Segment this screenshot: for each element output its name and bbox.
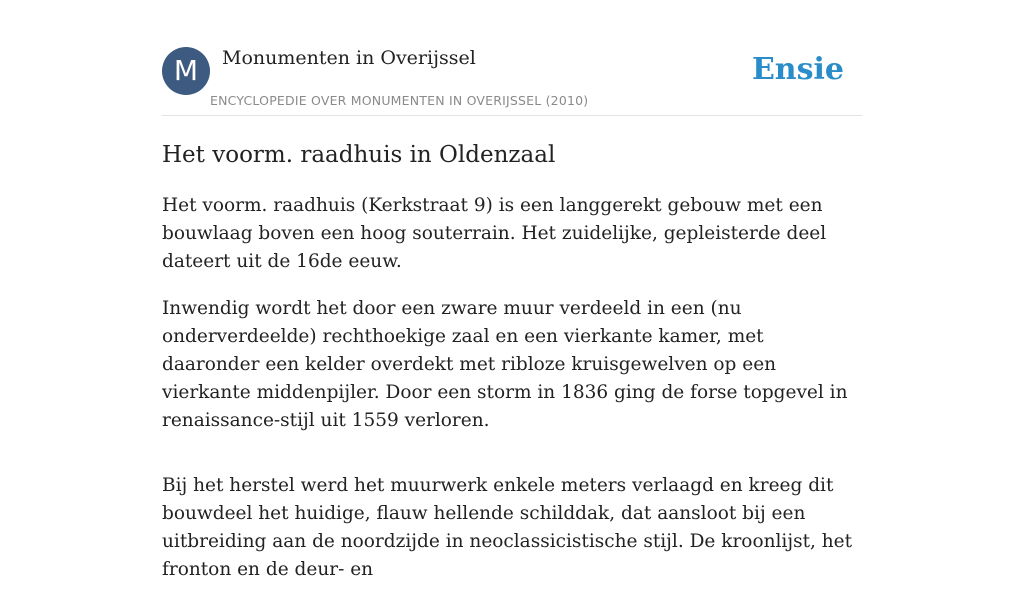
article-paragraph: Inwendig wordt het door een zware muur verdeeld in een (nu onderverdeelde) rechthoekige zaal en een vierkante kamer, met daaronder een kelder overdekt met ribloze kruisgewelven op een vierkante middenpijler. Door een storm in 1836 ging de forse topgevel in renaissance-stijl uit 1559 verloren. — [162, 298, 848, 431]
article-paragraph: Het voorm. raadhuis (Kerkstraat 9) is een langgerekt gebouw met een bouwlaag boven een hoog souterrain. Het zuidelijke, gepleisterde deel dateert uit de 16de eeuw. — [162, 195, 827, 272]
source-avatar[interactable]: M — [162, 47, 210, 95]
header-divider — [162, 115, 862, 116]
article-title: Het voorm. raadhuis in Oldenzaal — [162, 142, 556, 168]
article-body — [162, 192, 862, 603]
ensie-logo[interactable]: Ensie — [751, 52, 844, 87]
source-title[interactable]: Monumenten in Overijssel — [222, 47, 476, 69]
source-subtitle: ENCYCLOPEDIE OVER MONUMENTEN IN OVERIJSSEL (2010) — [210, 93, 589, 108]
article-paragraph: Bij het herstel werd het muurwerk enkele meters verlaagd en kreeg dit bouwdeel het huidige, flauw hellende schilddak, dat aansloot bij een uitbreiding aan de noordzijde in neoclassicistische stijl. De kroonlijst, het fronton en de deur- en — [162, 475, 853, 580]
